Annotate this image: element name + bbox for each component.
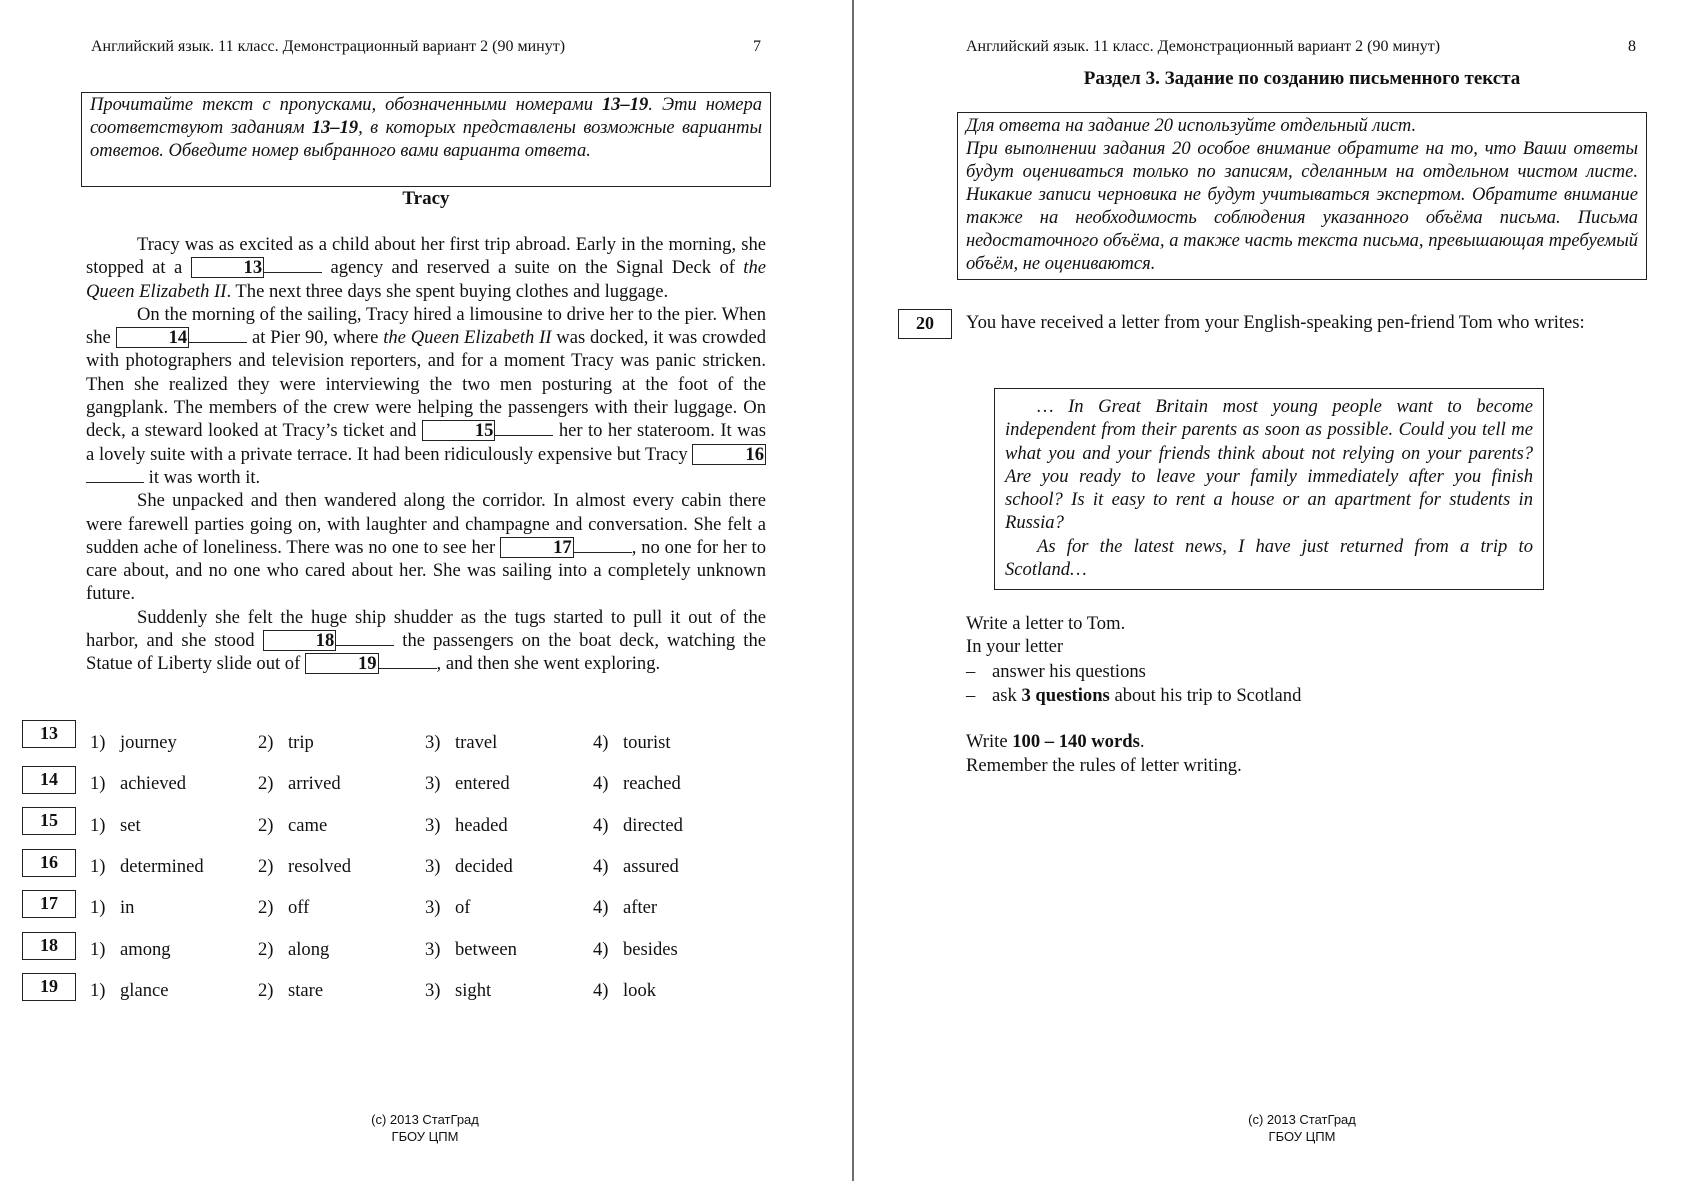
gap-16: 16 bbox=[692, 444, 766, 465]
gap-13: 13 bbox=[191, 257, 265, 278]
option[interactable]: 4) look bbox=[593, 980, 657, 1001]
write-letter-instruction: Write a letter to Tom. bbox=[966, 613, 1126, 634]
question-number: 16 bbox=[22, 849, 76, 877]
question-number: 17 bbox=[22, 890, 76, 918]
passage-text bbox=[86, 233, 766, 676]
option[interactable]: 3) headed bbox=[425, 815, 508, 836]
question-number: 15 bbox=[22, 807, 76, 835]
running-head: Английский язык. 11 класс. Демонстрационный вариант 2 (90 минут) bbox=[91, 38, 566, 55]
footer-org: ГБОУ ЦПМ bbox=[391, 1129, 459, 1144]
page-number: 8 bbox=[1628, 38, 1636, 55]
gap-18: 18 bbox=[263, 630, 337, 651]
option[interactable]: 2) resolved bbox=[258, 856, 351, 877]
option[interactable]: 4) directed bbox=[593, 815, 683, 836]
option[interactable]: 2) trip bbox=[258, 732, 314, 753]
left-page bbox=[0, 0, 852, 1181]
option[interactable]: 1) among bbox=[90, 939, 171, 960]
in-your-letter: In your letter bbox=[966, 636, 1064, 657]
option[interactable]: 2) along bbox=[258, 939, 330, 960]
page-number: 7 bbox=[753, 38, 761, 55]
gap-19: 19 bbox=[305, 653, 379, 674]
passage-paragraph: Suddenly she felt the huge ship shudder as the tugs started to pull it out of the harbor, and she stood 18 the passengers on the boat deck, watching the Statue of Liberty slide out of 19 , and then she went exploring. bbox=[86, 606, 766, 675]
blank-line bbox=[574, 537, 632, 553]
bullet-item: – ask 3 questions about his trip to Scotland bbox=[966, 685, 1302, 706]
footer-copyright: (c) 2013 СтатГрад bbox=[371, 1112, 479, 1127]
word-count-instruction: Write 100 – 140 words. bbox=[966, 731, 1145, 752]
blank-line bbox=[495, 420, 553, 436]
letter-paragraph: … In Great Britain most young people want to become independent from their parents as soon as possible. Could you tell me what you and your friends think about not relying on your parents? Are you ready to leave your family immediately after you finish school? Is it easy to rent a house or an apartment for students in Russia? bbox=[1005, 396, 1533, 534]
option[interactable]: 1) set bbox=[90, 815, 141, 836]
question-number: 18 bbox=[22, 932, 76, 960]
gap-17: 17 bbox=[500, 537, 574, 558]
option[interactable]: 3) of bbox=[425, 897, 471, 918]
instruction-box bbox=[81, 92, 771, 187]
letter-box bbox=[994, 388, 1544, 590]
instruction-text bbox=[966, 115, 1638, 276]
blank-line bbox=[379, 653, 437, 669]
passage-paragraph: Tracy was as excited as a child about her first trip abroad. Early in the morning, she stopped at a 13 agency and reserved a suite on the Signal Deck of the Queen Elizabeth II. The next three days she spent buying clothes and luggage. bbox=[86, 234, 766, 302]
question-number: 19 bbox=[22, 973, 76, 1001]
option[interactable]: 3) decided bbox=[425, 856, 513, 877]
instruction-text: Прочитайте текст с пропусками, обозначенными номерами 13–19. Эти номера соответствуют заданиям 13–19, в которых представлены возможные варианты ответов. Обведите номер выбранного вами варианта ответа. bbox=[90, 95, 762, 161]
footer-org: ГБОУ ЦПМ bbox=[1268, 1129, 1336, 1144]
blank-line bbox=[86, 467, 144, 483]
option[interactable]: 1) determined bbox=[90, 856, 204, 877]
option[interactable]: 2) came bbox=[258, 815, 328, 836]
letter-paragraph: As for the latest news, I have just returned from a trip to Scotland… bbox=[1005, 535, 1533, 581]
option[interactable]: 4) after bbox=[593, 897, 658, 918]
bullet-item: – answer his questions bbox=[966, 661, 1146, 682]
option[interactable]: 4) reached bbox=[593, 773, 681, 794]
instruction-box bbox=[957, 112, 1647, 280]
section-title: Раздел 3. Задание по созданию письменного текста bbox=[1083, 68, 1521, 89]
option[interactable]: 1) achieved bbox=[90, 773, 187, 794]
option[interactable]: 4) besides bbox=[593, 939, 678, 960]
letter-text bbox=[1005, 395, 1533, 581]
option[interactable]: 3) entered bbox=[425, 773, 510, 794]
gap-14: 14 bbox=[116, 327, 190, 348]
blank-line bbox=[189, 327, 247, 343]
option[interactable]: 2) stare bbox=[258, 980, 324, 1001]
blank-line bbox=[336, 630, 394, 646]
option[interactable]: 1) in bbox=[90, 897, 135, 918]
footer bbox=[275, 1111, 575, 1145]
task-intro: You have received a letter from your English-speaking pen-friend Tom who writes: bbox=[966, 312, 1585, 333]
footer bbox=[1152, 1111, 1452, 1145]
option[interactable]: 2) off bbox=[258, 897, 310, 918]
passage-paragraph: On the morning of the sailing, Tracy hired a limousine to drive her to the pier. When she 14 at Pier 90, where the Queen Elizabeth II was docked, it was crowded with photographers and television reporters, and for a moment Tracy was panic stricken. Then she realized they were interviewing the two men posturing at the foot of the gangplank. The members of the crew were helping the passengers with their luggage. On deck, a steward looked at Tracy’s ticket and 15 her to her stateroom. It was a lovely suite with a private terrace. It had been ridiculously expensive but Tracy 16 it was worth it. bbox=[86, 303, 767, 488]
option[interactable]: 4) tourist bbox=[593, 732, 671, 753]
option[interactable]: 2) arrived bbox=[258, 773, 341, 794]
option[interactable]: 3) between bbox=[425, 939, 517, 960]
question-number: 14 bbox=[22, 766, 76, 794]
instruction-line: При выполнении задания 20 особое внимание обратите на то, что Ваши ответы будут оцениваться только по записям, сделанным на отдельном чистом листе. Никакие записи черновика не будут учитываться экспертом. Обратите внимание также на необходимость соблюдения указанного объёма письма. Письма недостаточного объёма, а также часть текста письма, превышающая требуемый объём, не оцениваются. bbox=[966, 139, 1638, 274]
option[interactable]: 4) assured bbox=[593, 856, 679, 877]
task-number: 20 bbox=[898, 309, 952, 339]
instruction-line: Для ответа на задание 20 используйте отдельный лист. bbox=[966, 116, 1417, 136]
option[interactable]: 3) travel bbox=[425, 732, 498, 753]
passage-paragraph: She unpacked and then wandered along the corridor. In almost every cabin there were farewell parties going on, with laughter and champagne and conversation. She felt a sudden ache of loneliness. There was no one to see her 17 , no one for her to care about, and no one who cared about her. She was sailing into a completely unknown future. bbox=[86, 490, 766, 605]
question-number: 13 bbox=[22, 720, 76, 748]
running-head: Английский язык. 11 класс. Демонстрационный вариант 2 (90 минут) bbox=[966, 38, 1441, 55]
passage-title: Tracy bbox=[402, 188, 450, 209]
gap-15: 15 bbox=[422, 420, 496, 441]
footer-copyright: (c) 2013 СтатГрад bbox=[1248, 1112, 1356, 1127]
remember-rules: Remember the rules of letter writing. bbox=[966, 755, 1242, 776]
option[interactable]: 3) sight bbox=[425, 980, 492, 1001]
option[interactable]: 1) journey bbox=[90, 732, 177, 753]
option[interactable]: 1) glance bbox=[90, 980, 169, 1001]
blank-line bbox=[264, 257, 322, 273]
